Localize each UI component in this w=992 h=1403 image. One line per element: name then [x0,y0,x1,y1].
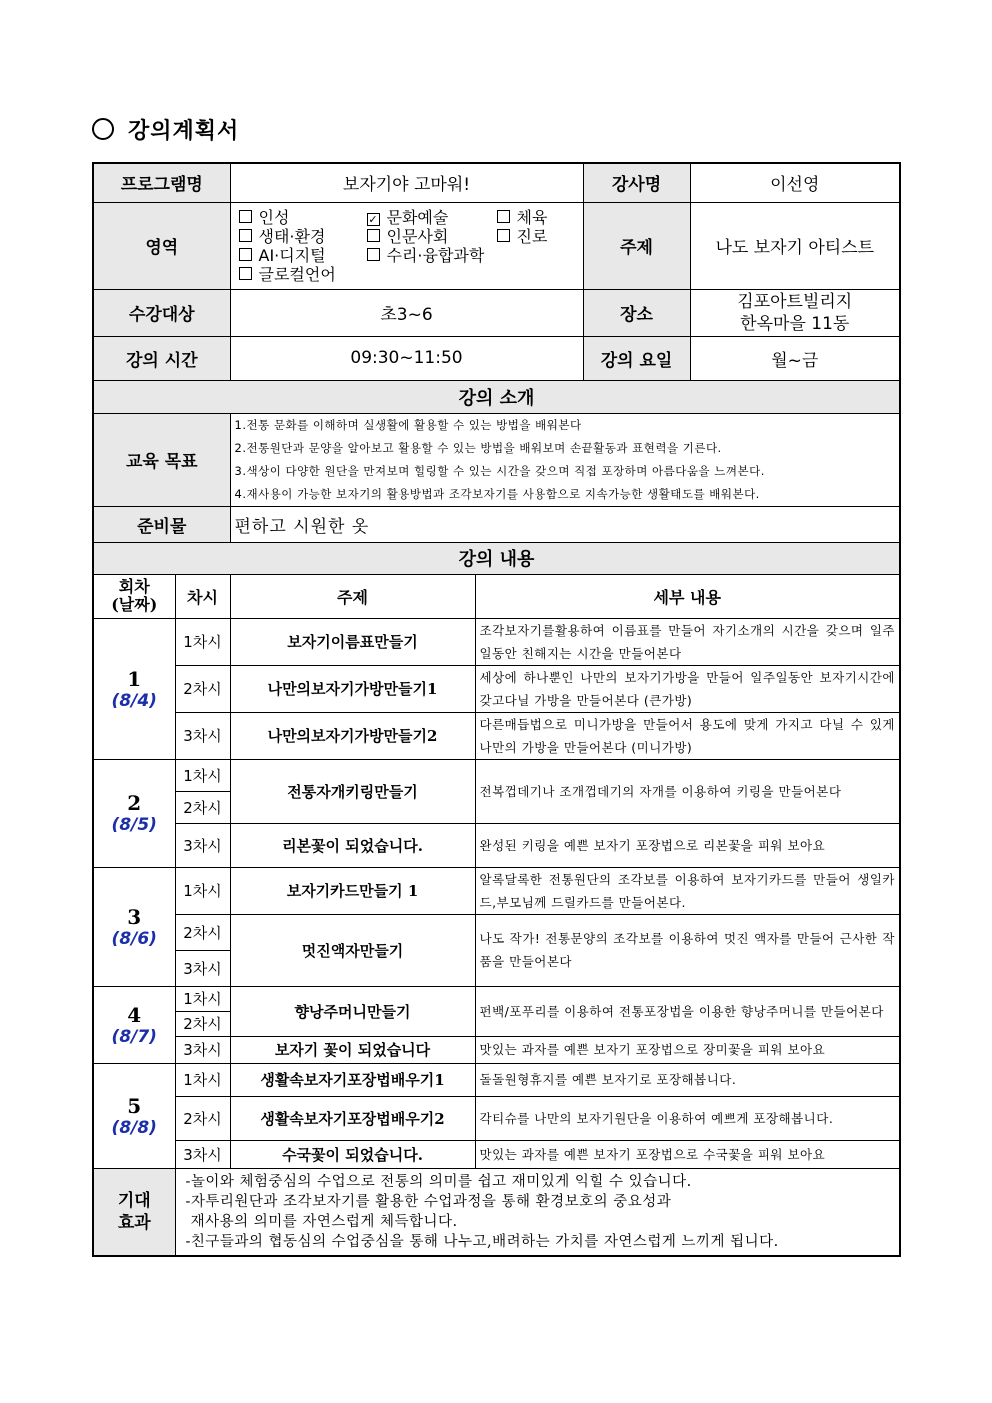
period-cell: 2차시 [175,665,230,712]
detail-cell: 돌돌원형휴지를 예쁜 보자기로 포장해봅니다. [475,1063,900,1096]
detail-cell: 다른매듭법으로 미니가방을 만들어서 용도에 맞게 가지고 다닐 수 있게 나만의 가방을 만들어본다 (미니가방) [475,712,900,759]
prep-label: 준비물 [93,506,230,542]
day-cell [93,867,175,986]
day-number: 5 [127,1093,142,1118]
title-text: 강의계획서 [128,118,240,144]
checkbox-icon [239,267,252,280]
effect-line: 재사용의 의미를 자연스럽게 체득합니다. [185,1213,458,1230]
detail-cell: 세상에 하나뿐인 나만의 보자기가방을 만들어 일주일동안 보자기시간에 갖고다닐 가방을 만들어본다 (큰가방) [475,665,900,712]
area-option [367,227,497,246]
col-day-header: 회차 (날짜) [93,574,175,618]
goal-item: 2.전통원단과 문양을 알아보고 활용할 수 있는 방법을 배워보며 손끝활동과 표현력을 기른다. [234,440,722,455]
detail-cell: 펀백/포푸리를 이용하여 전통포장법을 이용한 향낭주머니를 만들어본다 [475,986,900,1036]
program-value: 보자기야 고마워! [230,163,583,202]
place-value [690,289,900,336]
area-option-label: 인문사회 [386,226,449,246]
area-option-label: 수리·융합과학 [386,245,485,265]
day-number: 2 [127,791,142,815]
detail-cell: 맛있는 과자를 예쁜 보자기 포장법으로 장미꽃을 피워 보아요 [475,1036,900,1063]
area-option-label: 진로 [516,226,548,246]
area-option-label: 인성 [258,207,290,227]
period-cell: 3차시 [175,823,230,867]
topic-cell: 나만의보자기가방만들기2 [230,712,475,759]
checkbox-icon [239,210,252,223]
day-date: (8/7) [111,1026,157,1047]
lecture-plan-table [92,162,901,1257]
area-label: 영역 [93,202,230,289]
document-title [92,114,239,145]
checked-checkbox-icon: ✓ [368,212,378,226]
target-label: 수강대상 [93,289,230,336]
area-option [239,246,367,265]
goal-item: 1.전통 문화를 이해하며 실생활에 활용할 수 있는 방법을 배워본다 [234,417,582,432]
prep-value: 편하고 시원한 옷 [230,506,900,542]
detail-cell: 전복껍데기나 조개껍데기의 자개를 이용하여 키링을 만들어본다 [475,759,900,823]
area-row [239,265,575,284]
goal-item: 3.색상이 다양한 원단을 만져보며 힐링할 수 있는 시간을 갖으며 직접 포장하며 아름다움을 느껴본다. [234,463,765,478]
period-cell: 1차시 [175,1063,230,1096]
circle-bullet-icon [92,118,114,140]
area-option [497,208,577,227]
topic-cell: 생활속보자기포장법배우기1 [230,1063,475,1096]
theme-label: 주제 [583,202,690,289]
area-option-label: 생태·환경 [258,226,326,246]
day-number: 3 [127,904,142,929]
goal-item: 4.재사용이 가능한 보자기의 활용방법과 조각보자기를 사용함으로 지속가능한 생활태도를 배워본다. [234,486,760,501]
area-option [239,208,367,227]
theme-value: 나도 보자기 아티스트 [690,202,900,289]
area-option [239,227,367,246]
day-date: (8/8) [111,1117,157,1138]
day-value: 월~금 [690,336,900,380]
checkbox-icon [367,229,380,242]
period-cell: 3차시 [175,712,230,759]
period-cell: 2차시 [175,914,230,950]
topic-cell: 보자기 꽃이 되었습니다 [230,1036,475,1063]
area-row [239,208,575,227]
period-cell: 3차시 [175,1036,230,1063]
checkbox-icon [497,210,510,223]
area-option [367,246,497,265]
area-option-label: 체육 [516,207,548,227]
topic-cell: 멋진액자만들기 [230,914,475,986]
area-option [367,208,497,227]
topic-cell: 생활속보자기포장법배우기2 [230,1096,475,1140]
period-cell: 2차시 [175,1011,230,1036]
time-label: 강의 시간 [93,336,230,380]
day-cell [93,986,175,1063]
area-option-label: AI·디지털 [258,245,326,265]
day-date: (8/4) [111,690,157,711]
detail-cell: 각티슈를 나만의 보자기원단을 이용하여 예쁘게 포장해봅니다. [475,1096,900,1140]
place-line-2: 한옥마을 11동 [740,313,850,334]
area-option-label: 글로컬언어 [258,264,336,284]
topic-cell: 보자기이름표만들기 [230,618,475,665]
period-cell: 2차시 [175,1096,230,1140]
area-option-label: 문화예술 [386,207,449,227]
effects-list [175,1168,900,1256]
col-detail-header: 세부 내용 [475,574,900,618]
day-cell [93,759,175,867]
topic-cell: 리본꽃이 되었습니다. [230,823,475,867]
target-value: 초3~6 [230,289,583,336]
day-date: (8/5) [111,815,157,835]
content-section-title: 강의 내용 [93,542,900,574]
day-number: 4 [127,1002,142,1027]
detail-cell: 나도 작가! 전통문양의 조각보를 이용하여 멋진 액자를 만들어 근사한 작품을 만들어본다 [475,914,900,986]
detail-cell: 완성된 키링을 예쁜 보자기 포장법으로 리본꽃을 피워 보아요 [475,823,900,867]
area-option [497,227,577,246]
period-cell: 2차시 [175,791,230,823]
topic-cell: 수국꽃이 되었습니다. [230,1140,475,1168]
goal-label: 교육 목표 [93,413,230,506]
col-topic-header: 주제 [230,574,475,618]
topic-cell: 전통자개키링만들기 [230,759,475,823]
place-line-1: 김포아트빌리지 [737,291,853,312]
area-option [239,265,367,284]
topic-cell: 향낭주머니만들기 [230,986,475,1036]
effects-label: 기대 효과 [93,1168,175,1256]
topic-cell: 나만의보자기가방만들기1 [230,665,475,712]
period-cell: 3차시 [175,1140,230,1168]
col-period-header: 차시 [175,574,230,618]
checkbox-icon [497,229,510,242]
time-value: 09:30~11:50 [230,336,583,380]
checkbox-icon [239,248,252,261]
day-cell [93,1063,175,1168]
area-row [239,246,575,265]
place-label: 장소 [583,289,690,336]
detail-cell: 알록달록한 전통원단의 조각보를 이용하여 보자기카드를 만들어 생일카드,부모님께 드릴카드를 만들어본다. [475,867,900,914]
effect-line: -자투리원단과 조각보자기를 활용한 수업과정을 통해 환경보호의 중요성과 [185,1193,672,1210]
detail-cell: 맛있는 과자를 예쁜 보자기 포장법으로 수국꽃을 피워 보아요 [475,1140,900,1168]
goal-list [230,413,900,506]
area-options [230,202,583,289]
instructor-label: 강사명 [583,163,690,202]
period-cell: 1차시 [175,867,230,914]
program-label: 프로그램명 [93,163,230,202]
intro-section-title: 강의 소개 [93,380,900,413]
day-label: 강의 요일 [583,336,690,380]
checkbox-icon [367,248,380,261]
area-row [239,227,575,246]
day-number: 1 [127,666,142,691]
day-date: (8/6) [111,928,157,949]
instructor-value: 이선영 [690,163,900,202]
period-cell: 1차시 [175,759,230,791]
period-cell: 3차시 [175,950,230,986]
period-cell: 1차시 [175,986,230,1011]
effect-line: -놀이와 체험중심의 수업으로 전통의 의미를 쉽고 재미있게 익힐 수 있습니다. [185,1173,692,1190]
effect-line: -친구들과의 협동심의 수업중심을 통해 나누고,배려하는 가치를 자연스럽게 느끼게 됩니다. [185,1233,779,1250]
topic-cell: 보자기카드만들기 1 [230,867,475,914]
detail-cell: 조각보자기를활용하여 이름표를 만들어 자기소개의 시간을 갖으며 일주일동안 친해지는 시간을 만들어본다 [475,618,900,665]
day-cell [93,618,175,759]
period-cell: 1차시 [175,618,230,665]
checkbox-icon [239,229,252,242]
